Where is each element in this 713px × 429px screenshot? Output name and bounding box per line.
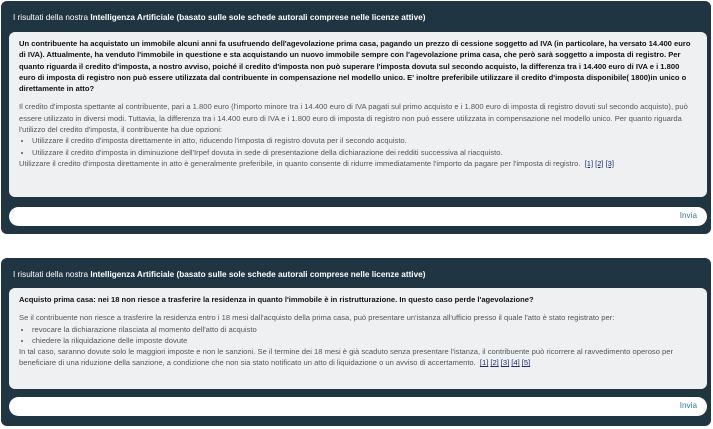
- reference-link[interactable]: [3]: [605, 158, 614, 168]
- ai-results-panel-2: [1, 258, 711, 426]
- answer-bullet: • revocare la dichiarazione rilasciata al momento dell'atto di acquisto: [32, 324, 697, 335]
- answer-bullet: • chiedere la riliquidazione delle imposte dovute: [32, 335, 697, 346]
- question-input[interactable]: [19, 400, 663, 415]
- reference-link[interactable]: [5]: [521, 358, 531, 368]
- answer-bullet-list: [19, 135, 697, 158]
- reference-links: [581, 159, 614, 168]
- reference-link[interactable]: [1]: [479, 358, 489, 368]
- question-input[interactable]: [19, 210, 663, 225]
- answer-intro: Il credito d'imposta spettante al contribuente, pari a 1.800 euro (l'importo minore tra i 14.400 euro di IVA pagati sul primo acquisto e i 1.800 euro di imposta di registro dovuti sul secondo acquisto), può essere utilizzato in diversi modi. Tuttavia, la differenza tra i 14.400 euro di IVA e i 1.800 euro di imposta di registro non può essere utilizzata in compensazione nel modello unico. Per quanto riguarda l'utilizzo del credito d'imposta, il contribuente ha due opzioni:: [19, 102, 688, 135]
- question-input-bar: [9, 397, 707, 416]
- ai-results-panel-1: [1, 1, 711, 234]
- panel-header: [1, 1, 711, 24]
- send-button[interactable]: Invia: [679, 211, 697, 220]
- reference-link[interactable]: [4]: [511, 358, 520, 368]
- conclusion-text: In tal caso, saranno dovute solo le maggiori imposte e non le sanzioni. Se il termine dei 18 mesi è già scaduto senza presentare l'istanza, il contribuente può ricorrere al ravvedimento operoso per beneficiare di una riduzione della sanzione, a condizione che non sia stato notificato un atto di liquidazione o un avviso di accertamento.: [19, 347, 674, 368]
- header-bold: Intelligenza Artificiale (basato sulle sole schede autorali comprese nelle licenze attive): [90, 13, 426, 22]
- send-button[interactable]: Invia: [679, 401, 697, 410]
- question-text: Acquisto prima casa: nei 18 non riesce a trasferire la residenza in quanto l'immobile è in ristrutturazione. In questo caso perde l'agevolazione?: [19, 295, 534, 304]
- answer-body: [19, 101, 697, 169]
- conclusion-text: Utilizzare il credito d'imposta direttamente in atto è generalmente preferibile, in quanto consente di ridurre immediatamente l'importo da pagare per l'imposta di registro.: [19, 158, 581, 168]
- answer-bullet-list: [19, 324, 697, 347]
- answer-card: [9, 32, 707, 197]
- reference-link[interactable]: [1]: [584, 158, 594, 168]
- question-text: Un contribuente ha acquistato un immobile alcuni anni fa usufruendo dell'agevolazione prima casa, pagando un prezzo di cessione soggetto ad IVA (in particolare, ha versato 14.400 euro di IVA). Attualmente, ha venduto l'immobile in questione e sta acquistando un nuovo immobile sempre con l'agevolazione prima casa, che però sarà soggetto a imposta di registro. Per quanto riguarda il credito d'imposta, a nostro avviso, poiché il credito d'imposta non può superare l'imposta dovuta sul secondo acquisto, la differenza tra i 14.400 euro di IVA e i 1.800 euro di imposta di registro non può essere utilizzata dal contribuente in compensazione nel modello unico. E' inoltre preferibile utilizzare il credito d'imposta disponibile( 1800)in unico o direttamente in atto?: [19, 39, 691, 94]
- reference-link[interactable]: [2]: [490, 358, 499, 368]
- answer-intro: Se il contribuente non riesce a trasferire la residenza entro i 18 mesi dall'acquisto della prima casa, può presentare un'istanza all'ufficio presso il quale l'atto è stato registrato per:: [19, 313, 615, 323]
- header-prefix: I risultati della nostra: [13, 13, 91, 22]
- header-bold: Intelligenza Artificiale (basato sulle sole schede autorali comprese nelle licenze attive): [90, 270, 426, 279]
- reference-links: [476, 358, 530, 367]
- answer-conclusion: [19, 346, 697, 369]
- question-input-bar: [9, 207, 707, 226]
- panel-header: [1, 258, 711, 281]
- answer-card: [9, 288, 707, 389]
- reference-link[interactable]: [3]: [500, 358, 510, 368]
- answer-bullet: • Utilizzare il credito d'imposta direttamente in atto, riducendo l'imposta di registro dovuta per il secondo acquisto.: [32, 135, 697, 146]
- reference-link[interactable]: [2]: [595, 158, 604, 168]
- answer-conclusion: [19, 158, 697, 169]
- header-prefix: I risultati della nostra: [13, 270, 91, 279]
- answer-body: [19, 312, 697, 368]
- answer-bullet: • Utilizzare il credito d'imposta in diminuzione dell'Irpef dovuta in sede di presentazione della dichiarazione dei redditi successiva al riacquisto.: [32, 147, 697, 158]
